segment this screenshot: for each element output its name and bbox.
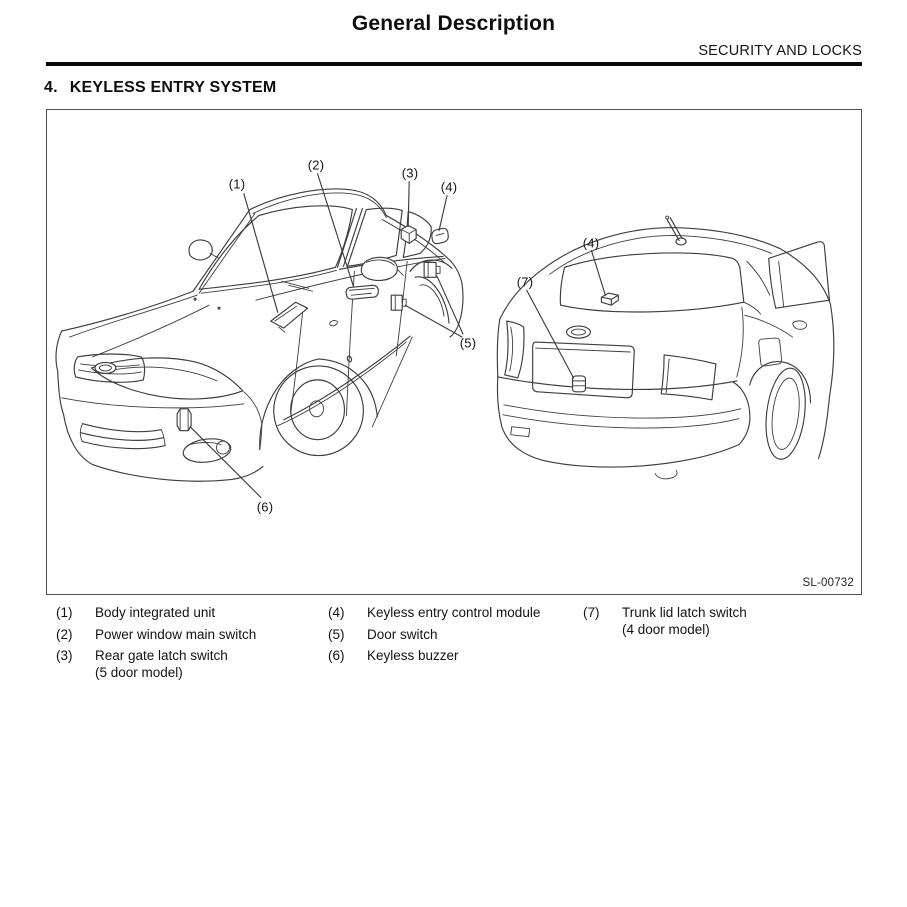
legend-item-3	[56, 647, 256, 681]
legend-item-5	[328, 626, 540, 643]
callout-1: (1)	[228, 176, 246, 192]
legend-item-4-label: Keyless entry control module	[367, 605, 541, 620]
legend-item-4-number: (4)	[328, 605, 345, 620]
keyless-entry-control-module-marker-sedan	[601, 293, 618, 305]
legend-item-1-number: (1)	[56, 605, 73, 620]
legend-item-1-label: Body integrated unit	[95, 605, 216, 620]
callout-6: (6)	[256, 499, 274, 515]
legend-item-7-label: Trunk lid latch switch	[622, 605, 747, 620]
callout-7: (7)	[516, 274, 534, 290]
power-window-main-switch-marker	[346, 285, 378, 299]
legend-item-2	[56, 626, 256, 643]
callout-2: (2)	[307, 157, 325, 173]
figure-code: SL-00732	[802, 577, 854, 589]
legend-item-7-number: (7)	[583, 605, 600, 620]
legend-item-3-note: (5 door model)	[95, 665, 183, 680]
legend-item-3-label: Rear gate latch switch	[95, 648, 228, 663]
legend-item-4	[328, 604, 540, 621]
chapter-title: KEYLESS ENTRY SYSTEM	[69, 79, 277, 96]
rear-gate-latch-switch-marker	[401, 226, 416, 244]
legend-item-1	[56, 604, 256, 621]
sedan-rear-view	[497, 216, 833, 479]
legend-column-2	[328, 604, 540, 669]
trunk-lid-latch-switch-marker	[573, 376, 586, 392]
page-title: General Description	[351, 12, 556, 35]
legend-item-6-label: Keyless buzzer	[367, 648, 459, 663]
legend-item-2-number: (2)	[56, 626, 73, 642]
legend-column-1	[56, 604, 256, 686]
chapter-number: 4.	[44, 79, 58, 96]
header-rule	[46, 62, 862, 66]
legend-item-6	[328, 647, 540, 664]
section-label: SECURITY AND LOCKS	[698, 43, 862, 59]
keyless-entry-control-module-marker	[432, 228, 448, 243]
legend-item-7-note: (4 door model)	[622, 622, 710, 637]
door-switch-marker-front	[391, 295, 402, 310]
door-switch-marker-rear	[424, 262, 436, 277]
legend-item-5-label: Door switch	[367, 626, 438, 642]
keyless-entry-figure	[46, 109, 862, 595]
keyless-buzzer-marker	[177, 409, 191, 431]
callout-5: (5)	[459, 335, 477, 351]
legend-item-2-label: Power window main switch	[95, 626, 257, 642]
legend-column-3	[583, 604, 747, 643]
callout-4-hatch: (4)	[440, 179, 458, 195]
legend-item-5-number: (5)	[328, 626, 345, 642]
callout-4-sedan: (4)	[582, 235, 600, 251]
legend-item-6-number: (6)	[328, 648, 345, 663]
legend-item-3-number: (3)	[56, 648, 73, 663]
callout-3: (3)	[401, 165, 419, 181]
chapter-heading	[44, 79, 276, 97]
legend-item-7	[583, 604, 747, 638]
